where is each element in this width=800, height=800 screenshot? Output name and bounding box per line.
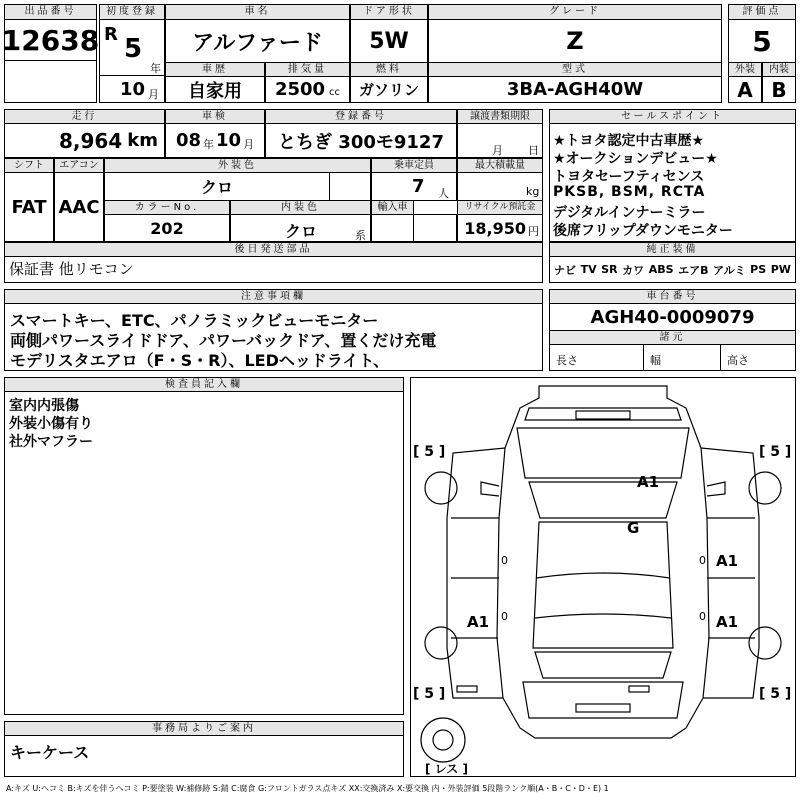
- fuel: ガソリン: [350, 76, 428, 103]
- chassis-number: AGH40-0009079: [549, 303, 796, 331]
- history: 自家用: [165, 76, 265, 103]
- mark-roof-a1: A1: [637, 473, 660, 491]
- front-lamp-right: [629, 686, 649, 692]
- first-reg-label: 初度登録: [99, 4, 165, 20]
- sales-box: [549, 123, 796, 242]
- exterior-grade: A: [728, 76, 762, 103]
- import-cell-2: [413, 214, 457, 242]
- equip-abs: ABS: [648, 263, 674, 276]
- office-label: 事務局よりご案内: [4, 721, 404, 736]
- int-color-unit: 系: [355, 229, 366, 242]
- legend: A:キズ U:ヘコミ B:キズを伴うヘコミ P:要塗装 W:補修跡 S:錆 C:腐食 G:フロントガラス点キズ XX:交換済み X:要交換 内・外装評価 5段階ランク順(A・B・C・D・E) 1: [6, 784, 609, 793]
- wheel-rear-right: [749, 627, 781, 659]
- width-label: 幅: [650, 354, 661, 367]
- mileage-unit: km: [127, 130, 158, 151]
- transfer-label: 譲渡書類期限: [457, 109, 543, 124]
- load-unit: kg: [526, 185, 540, 198]
- equipment-box: [549, 256, 796, 283]
- front-plate: [576, 411, 630, 419]
- door: 5W: [350, 19, 428, 63]
- mark-right-door-a1: A1: [716, 552, 739, 570]
- wheel-front-left: [425, 472, 457, 504]
- sales-label: セールスポイント: [549, 109, 796, 124]
- notes-box: [4, 303, 543, 371]
- reg-no: とちぎ 300モ9127: [265, 123, 457, 158]
- inspection-month: 10: [216, 130, 242, 151]
- equip-navi: ナビ: [554, 263, 576, 277]
- transfer-cell: [457, 123, 543, 158]
- inspection-month-unit: 月: [243, 137, 255, 151]
- zero-left-front: 0: [501, 554, 508, 567]
- hood: [517, 428, 689, 478]
- mark-right-rear-a1: A1: [716, 613, 739, 631]
- recycle-label: リサイクル預託金: [457, 200, 543, 215]
- ext-color-label: 外装色: [104, 158, 371, 173]
- car-diagram: [411, 378, 795, 776]
- tire-right-rear: [ 5 ]: [759, 686, 792, 702]
- mark-left-rear-a1: A1: [467, 613, 490, 631]
- tire-right-front: [ 5 ]: [759, 444, 792, 460]
- import-label: 輸入車: [371, 200, 414, 215]
- tire-left-rear: [ 5 ]: [413, 686, 446, 702]
- roof-line-2: [535, 614, 671, 618]
- width-cell: [643, 344, 721, 371]
- lot-number-blank: [4, 60, 97, 103]
- mileage-label: 走行: [4, 109, 165, 124]
- equip-airbag: エアB: [678, 263, 709, 277]
- inspector-line-2: 外装小傷有り: [9, 416, 93, 432]
- month-unit: 月: [148, 88, 159, 101]
- first-reg-month-cell: [99, 75, 165, 103]
- zero-right-front: 0: [699, 554, 706, 567]
- transfer-day-unit: 日: [528, 144, 539, 157]
- inspector-line-1: 室内内張傷: [9, 398, 79, 414]
- body-outline: [497, 386, 709, 738]
- sales-line-4: PKSB, BSM, RCTA: [553, 184, 706, 200]
- height-label: 高さ: [727, 354, 749, 367]
- spare-tire-hub: [433, 730, 453, 750]
- model: 3BA-AGH40W: [428, 76, 722, 103]
- later-parts-label: 後日発送部品: [4, 242, 543, 257]
- notes-line-3: モデリスタエアロ（F・S・R）、LEDヘッドライト、: [10, 351, 389, 370]
- front-lamp-left: [457, 686, 477, 692]
- year-unit: 年: [150, 62, 161, 75]
- recycle: 18,950: [464, 218, 526, 238]
- chassis-label: 車台番号: [549, 289, 796, 304]
- notes-label: 注意事項欄: [4, 289, 543, 304]
- exterior-label: 外装: [728, 62, 762, 77]
- inspection-label: 車検: [165, 109, 265, 124]
- displacement-unit: cc: [329, 87, 341, 98]
- ext-color-blank: [329, 172, 371, 201]
- grade: Z: [428, 19, 722, 63]
- int-color-label: 内装色: [230, 200, 371, 215]
- rear-plate: [576, 704, 630, 712]
- equip-tv: TV: [580, 263, 597, 276]
- notes-line-1: スマートキー、ETC、パノラミックビューモニター: [10, 311, 379, 330]
- capacity: 7: [412, 176, 425, 197]
- first-reg-year: 5: [124, 34, 143, 64]
- wheel-front-right: [749, 472, 781, 504]
- score: 5: [728, 19, 796, 63]
- car-diagram-box: [410, 377, 796, 777]
- grade-label: グレード: [428, 4, 722, 20]
- rear-window: [535, 652, 671, 678]
- int-color: クロ: [285, 222, 318, 241]
- inspection-year-unit: 年: [203, 137, 214, 151]
- door-label: ドア形状: [350, 4, 428, 20]
- displacement-cell: [265, 76, 350, 103]
- zero-left-rear: 0: [501, 610, 508, 623]
- displacement-label: 排気量: [265, 62, 350, 77]
- capacity-label: 乗車定員: [371, 158, 457, 173]
- interior-grade: B: [762, 76, 796, 103]
- length-cell: [549, 344, 644, 371]
- transfer-month-unit: 月: [492, 144, 503, 157]
- spare-tire: [421, 718, 465, 762]
- equip-pw: PW: [770, 263, 791, 276]
- roof: [533, 522, 673, 648]
- model-label: 型式: [428, 62, 722, 77]
- front-grille: [525, 408, 681, 420]
- equipment-label: 純正装備: [549, 242, 796, 257]
- inspection-cell: [165, 123, 265, 158]
- capacity-unit: 人: [438, 187, 449, 200]
- spare-label: [ レス ]: [425, 762, 468, 776]
- import-cell: [371, 214, 414, 242]
- sales-line-3: トヨタセーフティセンス: [553, 169, 705, 185]
- color-no: 202: [104, 214, 230, 242]
- color-no-label: カラーNo.: [104, 200, 230, 215]
- sales-line-1: ★トヨタ認定中古車歴★: [553, 133, 705, 149]
- displacement: 2500: [274, 79, 326, 100]
- history-label: 車歴: [165, 62, 265, 77]
- recycle-cell: [457, 214, 543, 242]
- length-label: 長さ: [556, 354, 578, 367]
- recycle-unit: 円: [528, 224, 539, 238]
- reg-no-label: 登録番号: [265, 109, 457, 124]
- roof-line-1: [536, 573, 670, 578]
- inspector-label: 検査員記入欄: [4, 377, 404, 392]
- mirror-right: [707, 482, 725, 496]
- mark-windshield-g: G: [627, 519, 640, 537]
- first-reg-month: 10: [120, 79, 146, 100]
- sales-line-2: ★オークションデビュー★: [553, 151, 718, 167]
- tire-left-front: [ 5 ]: [413, 444, 446, 460]
- capacity-cell: [371, 172, 457, 201]
- lot-number-label: 出品番号: [4, 4, 97, 20]
- car-name: アルファード: [165, 19, 350, 63]
- first-reg-year-cell: [99, 19, 165, 76]
- sales-line-6: 後席フリップダウンモニター: [553, 223, 733, 239]
- height-cell: [720, 344, 796, 371]
- office-box: [4, 735, 404, 777]
- sales-line-5: デジタルインナーミラー: [553, 205, 706, 221]
- equip-alloy: アルミ: [713, 263, 746, 277]
- ac-label: エアコン: [54, 158, 104, 173]
- era: R: [104, 24, 118, 45]
- inspector-line-3: 社外マフラー: [9, 434, 93, 450]
- load-label: 最大積載量: [457, 158, 543, 173]
- zero-right-rear: 0: [699, 610, 706, 623]
- shift: FAT: [4, 172, 54, 242]
- load-cell: [457, 172, 543, 201]
- inspector-box: [4, 391, 404, 715]
- equip-sr: SR: [601, 263, 618, 276]
- shift-label: シフト: [4, 158, 54, 173]
- mileage-cell: [4, 123, 165, 158]
- lot-number: 12638: [4, 19, 97, 61]
- inspection-year: 08: [175, 130, 201, 151]
- fuel-label: 燃料: [350, 62, 428, 77]
- dims-label: 諸元: [549, 330, 796, 345]
- equip-leather: カワ: [622, 263, 645, 277]
- car-name-label: 車名: [165, 4, 350, 20]
- office-text: キーケース: [10, 743, 90, 762]
- int-color-cell: [230, 214, 371, 242]
- score-label: 評価点: [728, 4, 796, 20]
- mirror-left: [481, 482, 499, 496]
- equip-ps: PS: [750, 263, 767, 276]
- wheel-rear-left: [425, 627, 457, 659]
- notes-line-2: 両側パワースライドドア、パワーバックドア、置くだけ充電: [10, 331, 437, 350]
- ac: AAC: [54, 172, 104, 242]
- interior-label: 内装: [762, 62, 796, 77]
- ext-color: クロ: [104, 172, 330, 201]
- later-parts-cell: [4, 256, 543, 283]
- mileage: 8,964: [59, 128, 123, 153]
- later-parts: 保証書 他リモコン: [9, 260, 134, 278]
